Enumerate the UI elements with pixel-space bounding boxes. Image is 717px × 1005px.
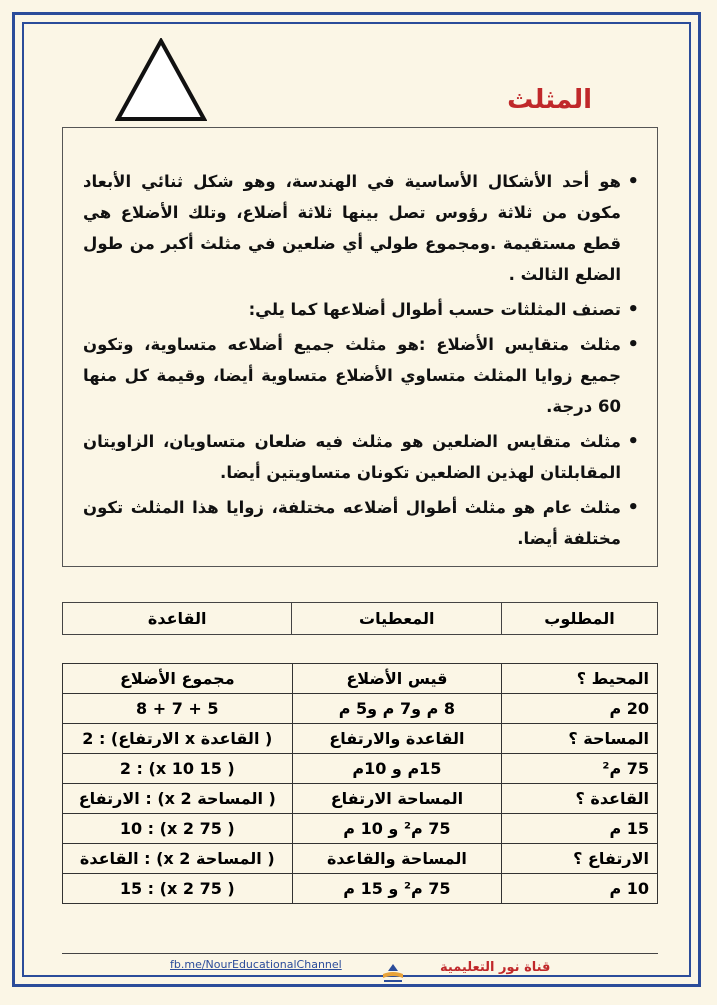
cell-givens: 15م و 10م: [292, 754, 502, 784]
channel-logo-icon: [378, 962, 408, 984]
table-row: [63, 814, 658, 844]
intro-item: • مثلث عام هو مثلث أطوال أضلاعه مختلفة، زوايا هذا المثلث تكون مختلفة أيضا.: [83, 492, 621, 554]
table-row: [63, 784, 658, 814]
intro-item: • مثلث متقايس الضلعين هو مثلث فيه ضلعان متساويان، الزاويتان المقابلتان لهذين الضلعين تكونان متساويتين أيضا.: [83, 426, 621, 488]
header-required: المطلوب: [501, 603, 657, 634]
cell-required: 75 م²: [502, 754, 658, 784]
cell-required: 20 م: [502, 694, 658, 724]
table-row: [63, 844, 658, 874]
header-rule: القاعدة: [147, 609, 207, 628]
cell-rule: ( 75 x 2) : 10: [63, 814, 293, 844]
intro-box: [62, 127, 658, 567]
formulas-table: [62, 663, 658, 904]
cell-rule: ( 75 x 2) : 15: [63, 874, 293, 904]
channel-name: قناة نور التعليمية: [440, 960, 551, 975]
intro-item: • مثلث متقايس الأضلاع :هو مثلث جميع أضلاعه متساوية، وتكون جميع زوايا المثلث متساوي الأضلاع متساوية أيضا، وقيمة كل منها 60 درجة.: [83, 329, 621, 422]
cell-givens: قيس الأضلاع: [292, 664, 502, 694]
cell-required: المساحة ؟: [502, 724, 658, 754]
cell-required: الارتفاع ؟: [502, 844, 658, 874]
facebook-link[interactable]: fb.me/NourEducationalChannel: [170, 958, 342, 971]
cell-givens: 8 م و7 م و5 م: [292, 694, 502, 724]
cell-rule: مجموع الأضلاع: [63, 664, 293, 694]
cell-givens: المساحة والقاعدة: [292, 844, 502, 874]
cell-rule: ( 15 x 10) : 2: [63, 754, 293, 784]
cell-rule: ( المساحة x 2) : القاعدة: [63, 844, 293, 874]
cell-rule: 5 + 7 + 8: [63, 694, 293, 724]
table-row: [63, 724, 658, 754]
cell-givens: 75 م² و 10 م: [292, 814, 502, 844]
footer-divider: [62, 953, 658, 954]
cell-givens: 75 م² و 15 م: [292, 874, 502, 904]
cell-required: 15 م: [502, 814, 658, 844]
triangle-icon: [115, 38, 207, 122]
cell-required: 10 م: [502, 874, 658, 904]
cell-required: المحيط ؟: [502, 664, 658, 694]
cell-rule: ( المساحة x 2) : الارتفاع: [63, 784, 293, 814]
table-row: [63, 754, 658, 784]
cell-required: القاعدة ؟: [502, 784, 658, 814]
table-row: [63, 664, 658, 694]
table-header: [62, 602, 658, 635]
intro-item: • تصنف المثلثات حسب أطوال أضلاعها كما يلي:: [83, 294, 621, 325]
intro-item: • هو أحد الأشكال الأساسية في الهندسة، وهو شكل ثنائي الأبعاد مكون من ثلاثة رؤوس تصل بينها ثلاثة أضلاع، وتلك الأضلاع هي قطع مستقيمة .ومجموع طولي أي ضلعين في مثلث أكبر من طول الضلع الثالث .: [83, 166, 621, 290]
table-row: [63, 694, 658, 724]
cell-givens: القاعدة والارتفاع: [292, 724, 502, 754]
table-row: [63, 874, 658, 904]
header-givens: المعطيات: [291, 603, 501, 634]
cell-rule: ( القاعدة x الارتفاع) : 2: [63, 724, 293, 754]
cell-givens: المساحة الارتفاع: [292, 784, 502, 814]
intro-list: [83, 166, 639, 554]
page-title: المثلث: [507, 85, 592, 115]
